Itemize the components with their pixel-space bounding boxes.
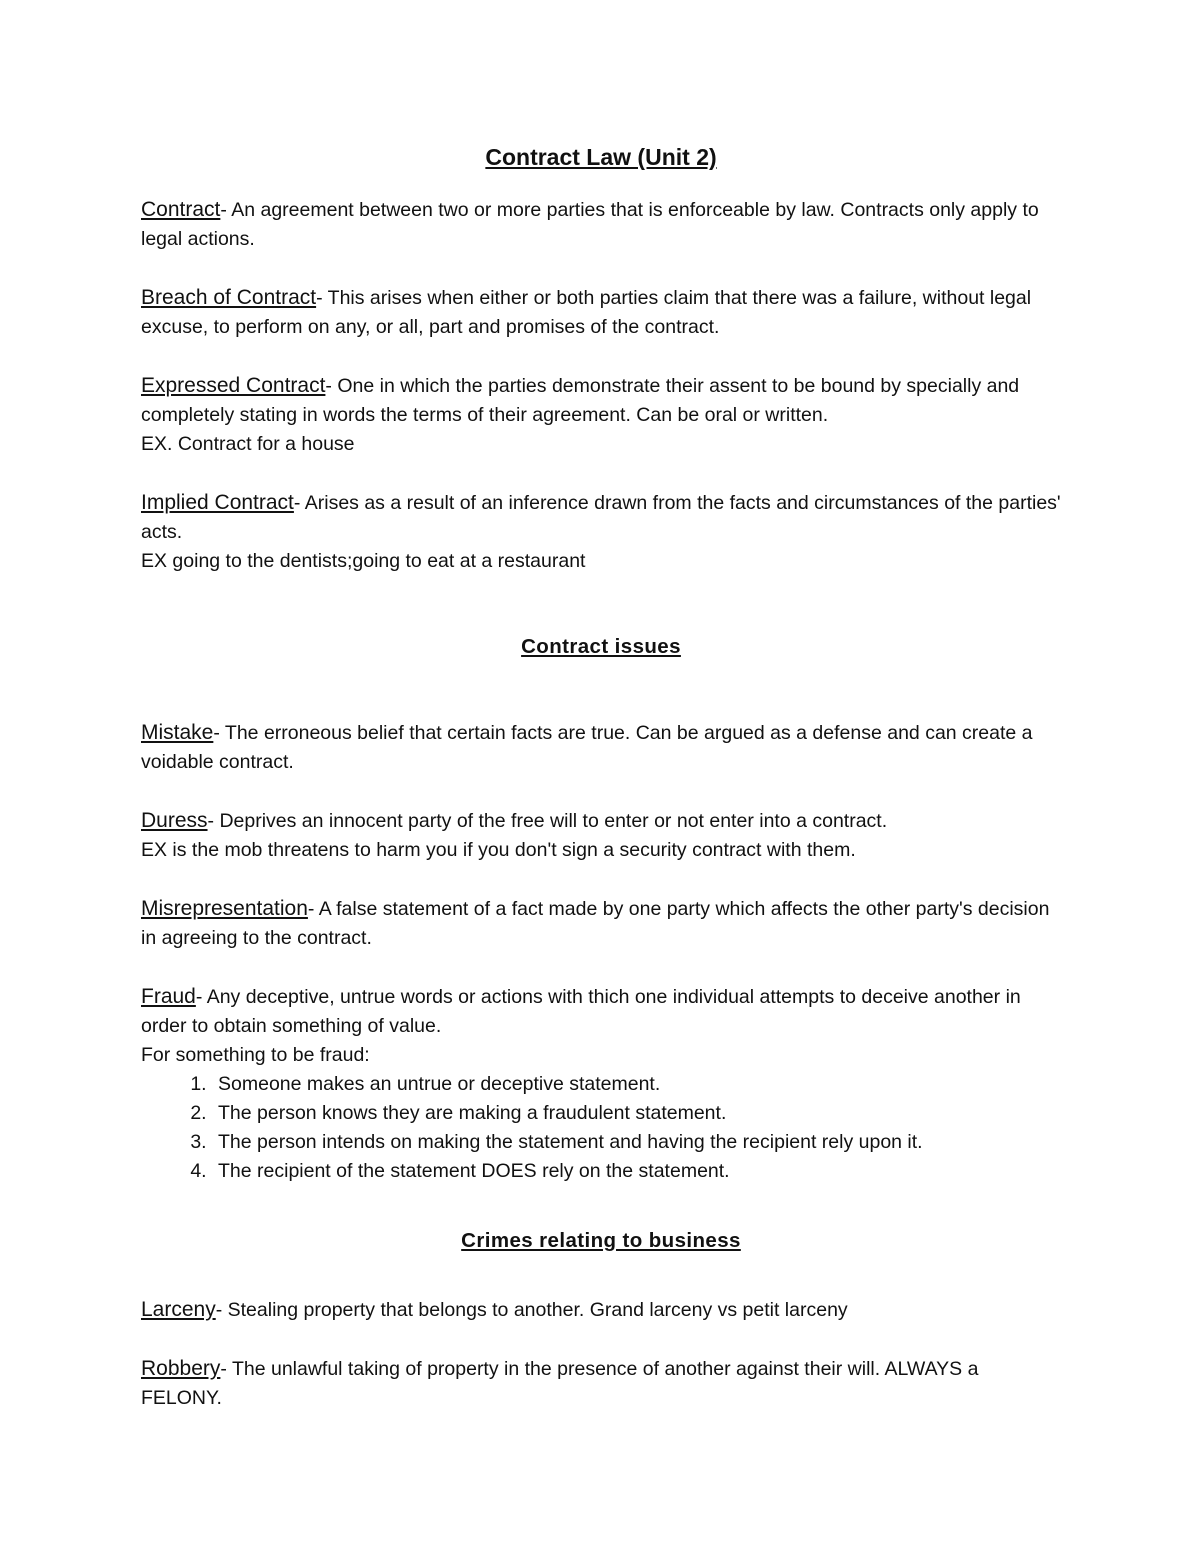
definition-text: - Stealing property that belongs to another. Grand larceny vs petit larceny xyxy=(215,1299,848,1321)
definition-term: Expressed Contract xyxy=(141,374,326,397)
definition-example: EX going to the dentists;going to eat at a restaurant xyxy=(141,550,586,572)
definition-text: - One in which the parties demonstrate their assent to be bound by specially and completely stating in words the terms of their agreement. Can be oral or written. xyxy=(141,375,1020,426)
definition-text: - Arises as a result of an inference drawn from the facts and circumstances of the parties' acts. xyxy=(141,492,1061,543)
definition-breach-of-contract xyxy=(141,283,1061,342)
list-item: 1. Someone makes an untrue or deceptive statement. xyxy=(212,1070,1061,1099)
definition-term: Breach of Contract xyxy=(141,286,317,309)
definition-misrepresentation xyxy=(141,894,1061,953)
definition-implied-contract xyxy=(141,488,1061,576)
definition-contract xyxy=(141,195,1061,254)
document-title: Contract Law (Unit 2) xyxy=(485,144,717,170)
definition-fraud xyxy=(141,982,1061,1070)
definition-larceny xyxy=(141,1295,1061,1325)
definition-text: - An agreement between two or more parties that is enforceable by law. Contracts only apply to legal actions. xyxy=(141,199,1039,250)
definition-text: - The unlawful taking of property in the presence of another against their will. ALWAYS a FELONY. xyxy=(141,1358,979,1409)
definition-term: Mistake xyxy=(141,721,214,744)
definition-term: Misrepresentation xyxy=(141,897,308,920)
definition-duress xyxy=(141,806,1061,865)
fraud-criteria-intro: For something to be fraud: xyxy=(141,1044,370,1066)
definition-term: Fraud xyxy=(141,985,196,1008)
definition-mistake xyxy=(141,718,1061,777)
document-page xyxy=(141,140,1061,1413)
definition-term: Contract xyxy=(141,198,221,221)
definition-example: EX. Contract for a house xyxy=(141,433,355,455)
definition-term: Robbery xyxy=(141,1357,221,1380)
definition-text: - Deprives an innocent party of the free will to enter or not enter into a contract. xyxy=(207,810,888,832)
definition-example: EX is the mob threatens to harm you if you don't sign a security contract with them. xyxy=(141,839,856,861)
section-heading-contract-issues: Contract issues xyxy=(521,635,681,658)
definition-text: - Any deceptive, untrue words or actions with thich one individual attempts to deceive another in order to obtain something of value. xyxy=(141,986,1021,1037)
section-heading-crimes: Crimes relating to business xyxy=(461,1229,741,1252)
list-item: 3. The person intends on making the statement and having the recipient rely upon it. xyxy=(212,1128,1061,1157)
fraud-criteria-list xyxy=(141,1070,1061,1186)
definition-term: Implied Contract xyxy=(141,491,294,514)
definition-text: - The erroneous belief that certain facts are true. Can be argued as a defense and can create a voidable contract. xyxy=(141,722,1033,773)
definition-text: - A false statement of a fact made by one party which affects the other party's decision in agreeing to the contract. xyxy=(141,898,1050,949)
list-item: 4. The recipient of the statement DOES rely on the statement. xyxy=(212,1157,1061,1186)
definition-text: - This arises when either or both parties claim that there was a failure, without legal excuse, to perform on any, or all, part and promises of the contract. xyxy=(141,287,1032,338)
definition-expressed-contract xyxy=(141,371,1061,459)
list-item: 2. The person knows they are making a fraudulent statement. xyxy=(212,1099,1061,1128)
definition-robbery xyxy=(141,1354,1061,1413)
definition-term: Duress xyxy=(141,809,208,832)
definition-term: Larceny xyxy=(141,1298,216,1321)
